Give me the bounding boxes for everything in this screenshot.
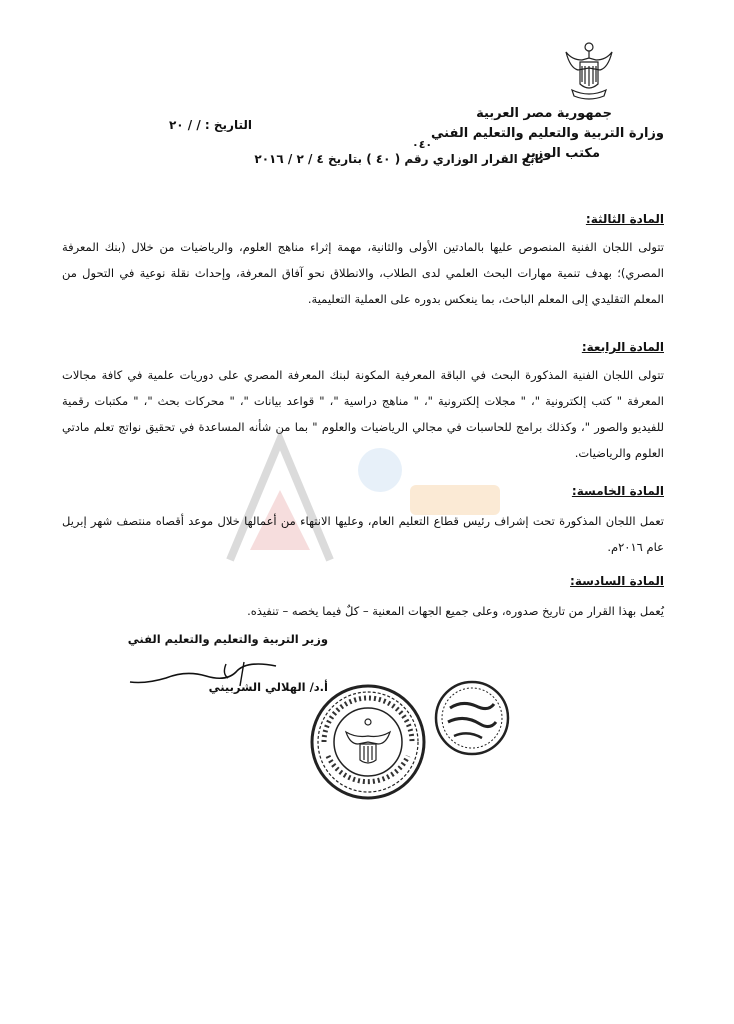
- issuer-office: مكتب الوزير: [522, 146, 600, 161]
- eagle-emblem-icon: [562, 38, 616, 100]
- date-line: التاريخ : / / ٢٠: [168, 118, 252, 132]
- article-3-text: تتولى اللجان الفنية المنصوص عليها بالمادتين الأولى والثانية، مهمة إثراء مناهج العلوم، والرياضيات من خلال (بنك المعرفة المصري)؛ بهدف تنمية مهارات البحث العلمي لدى الطلاب، والانطلاق نحو آفاق المعرفة، وإحداث نقلة نوعية في التحول من المعلم التقليدي إلى المعلم الباحث، بما ينعكس بدوره على العملية التعليمية.: [62, 240, 664, 306]
- reference-line: تابع القرار الوزاري رقم ( ٤٠ ) بتاريخ ٤ / ٢ / ٢٠١٦: [254, 152, 544, 166]
- signatory-name: أ.د/ الهلالي الشربيني: [208, 680, 328, 694]
- article-5-text: تعمل اللجان المذكورة تحت إشراف رئيس قطاع التعليم العام، وعليها الانتهاء من أعمالها خلال موعد أقصاه منتصف شهر إبريل عام ٢٠١٦م.: [62, 514, 664, 554]
- article-6-title: المادة السادسة:: [570, 574, 664, 588]
- signatory-role: وزير التربية والتعليم والتعليم الفني: [127, 632, 328, 646]
- reference-number: ٠٤٠: [412, 138, 433, 151]
- article-5-title: المادة الخامسة:: [571, 484, 664, 498]
- issuer-country: جمهورية مصر العربية: [476, 106, 612, 121]
- article-4-title: المادة الرابعة:: [581, 340, 664, 354]
- article-6-text: يُعمل بهذا القرار من تاريخ صدوره، وعلى جميع الجهات المعنية – كلٌ فيما يخصه – تنفيذه.: [247, 604, 664, 618]
- handwritten-signature: [126, 656, 286, 692]
- small-round-stamp: [432, 678, 512, 758]
- official-seal-stamp: [308, 682, 428, 802]
- article-4-text: تتولى اللجان الفنية المذكورة البحث في الباقة المعرفية المكونة لبنك المعرفة المصري على دوريات علمية في كافة مجالات المعرفة " كتب إلكترونية "، " مجلات إلكترونية "، " مناهج دراسية "، " قواعد بيانات "، " محركات بحث "، " مكتبات رقمية للفيديو والصور "، وكذلك برامج للحاسبات في مجالي الرياضيات والعلوم " بما من شأنه المساعدة في تحقيق نواتج تعلم مادتي العلوم والرياضيات.: [62, 368, 664, 460]
- article-3-title: المادة الثالثة:: [585, 212, 664, 226]
- issuer-ministry: وزارة التربية والتعليم والتعليم الفني: [431, 126, 664, 141]
